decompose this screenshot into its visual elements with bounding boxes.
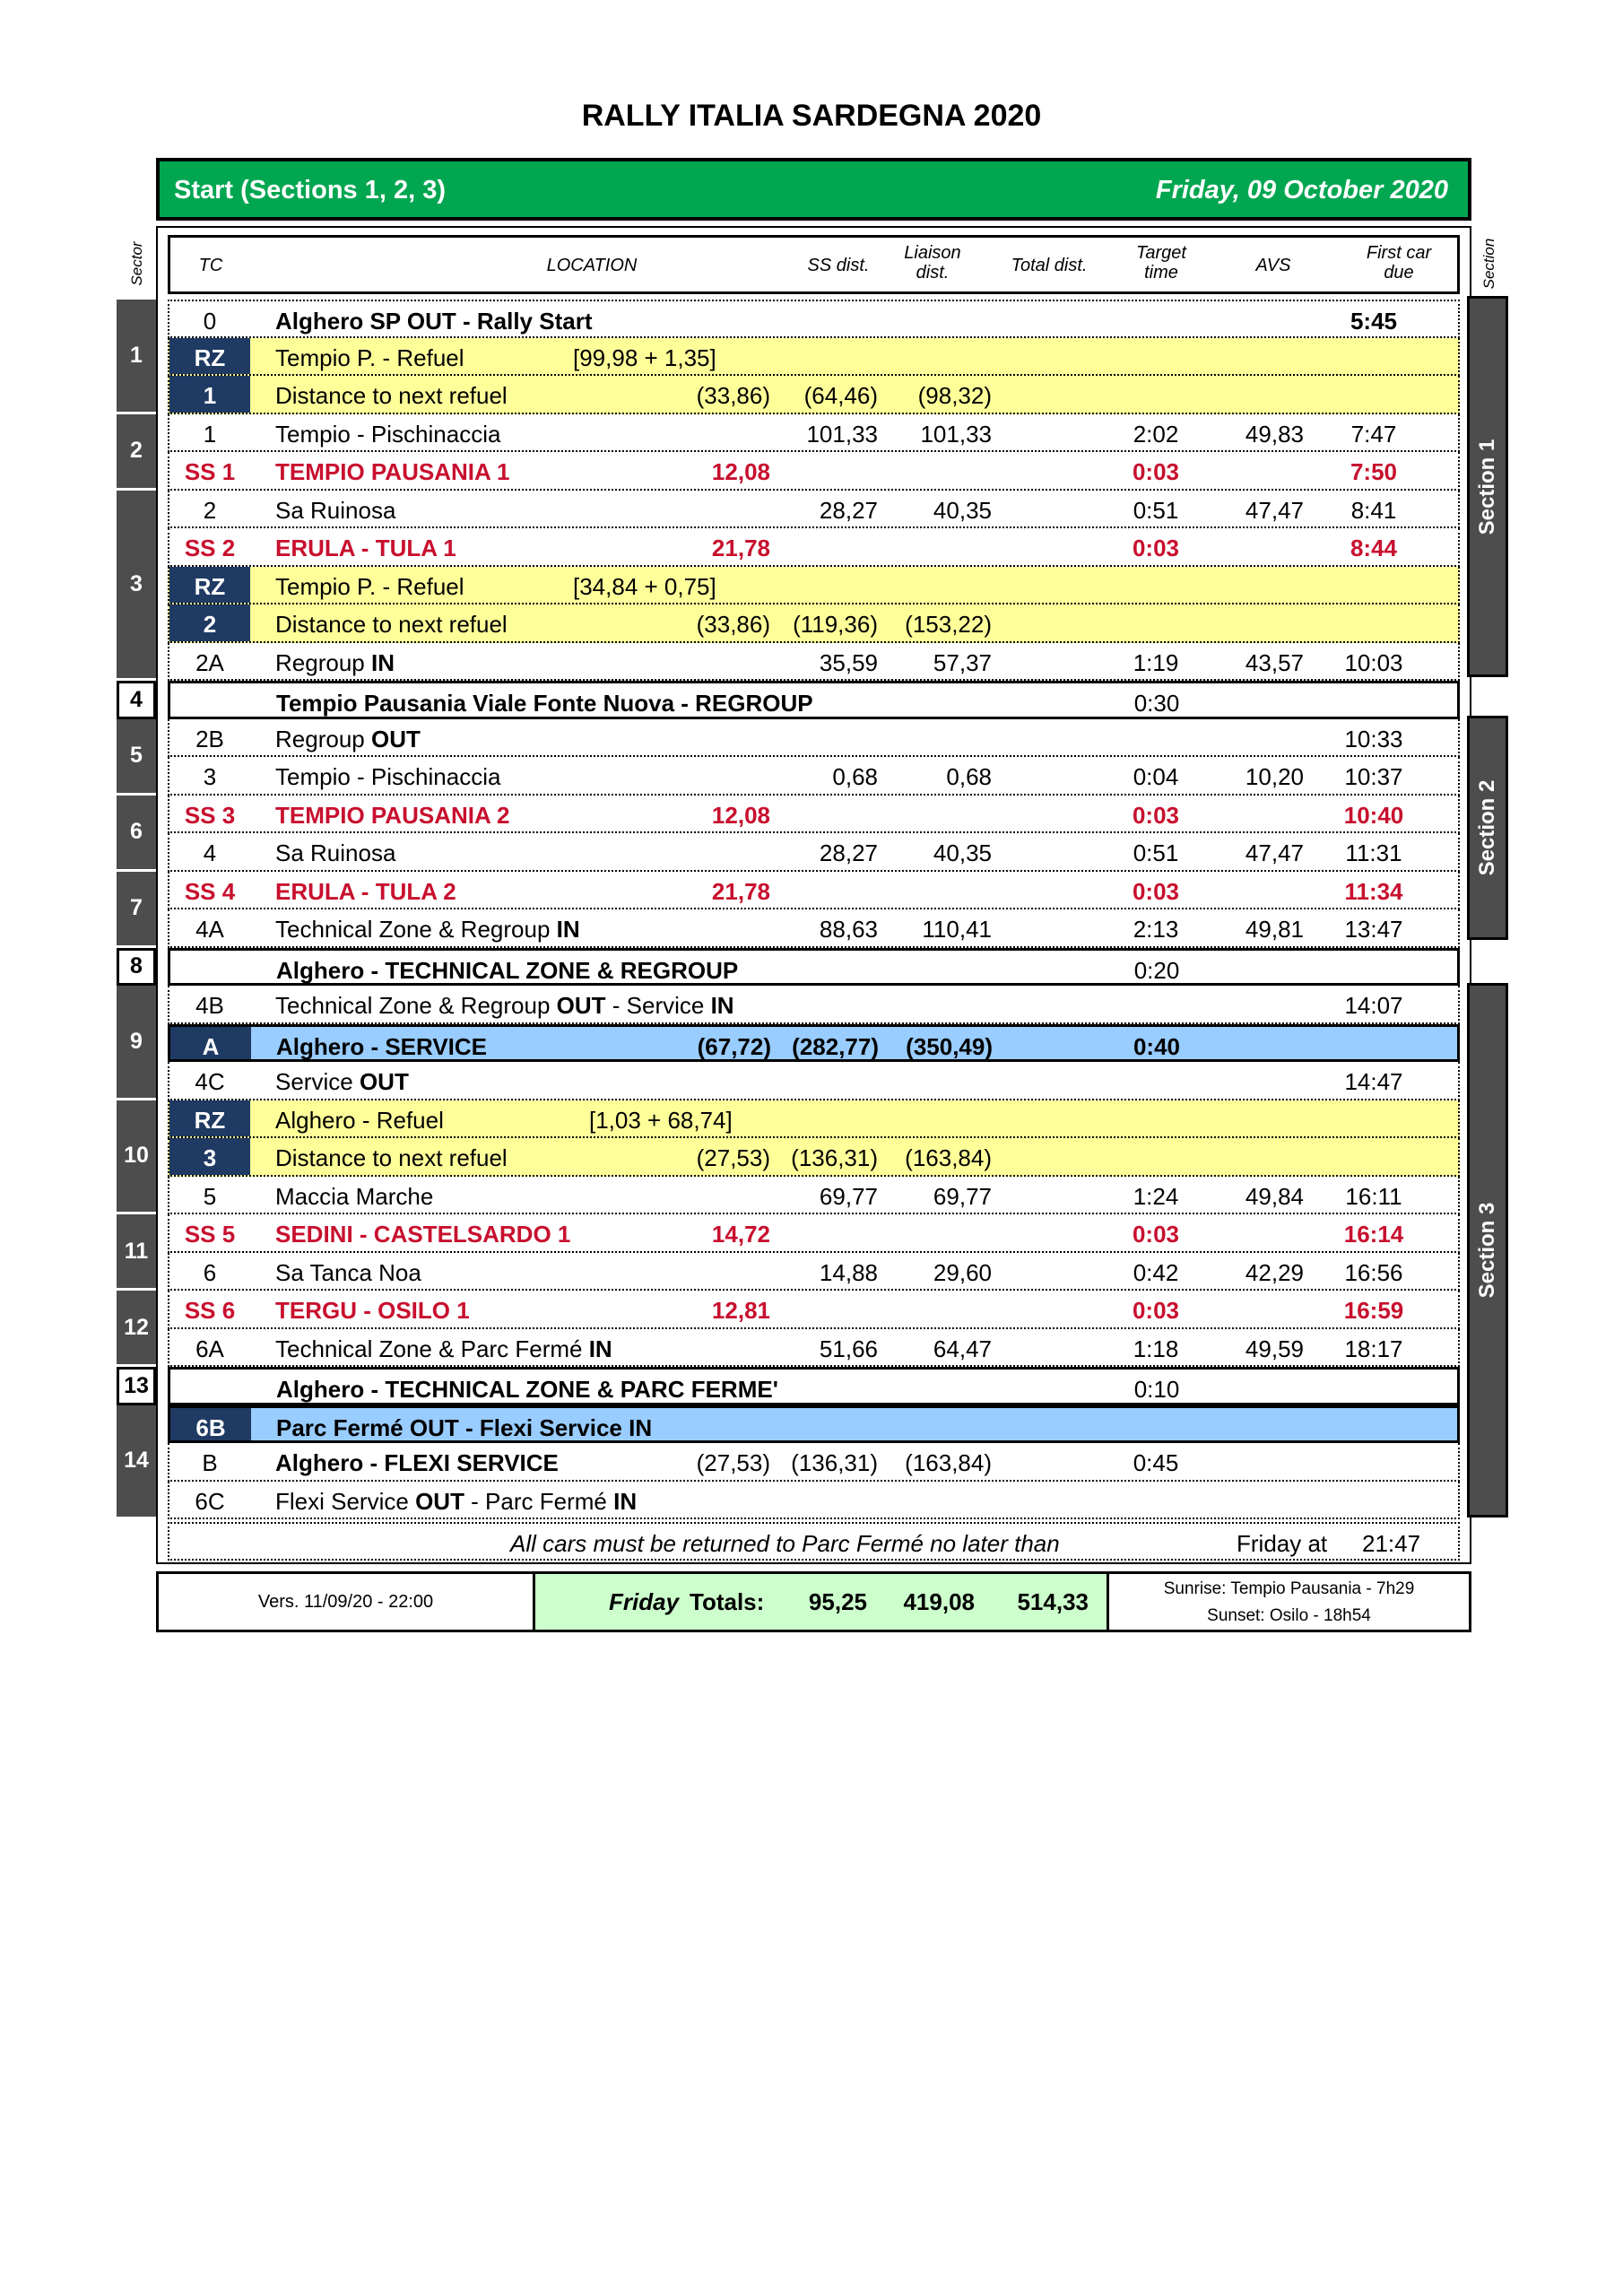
cell-tc: RZ [194, 1106, 226, 1134]
sector-3: 3 [117, 491, 156, 682]
cell-location [275, 1107, 444, 1135]
parc-ferme-note-row [168, 1522, 1460, 1561]
sector-6: 6 [117, 796, 156, 872]
cell-td: (98,32) [917, 382, 992, 409]
cell-location [276, 957, 738, 985]
cell-ss: 21,78 [711, 877, 770, 905]
table-row [168, 872, 1460, 910]
cell-avs: 43,57 [1245, 648, 1304, 676]
table-row [168, 1138, 1460, 1177]
table-row [168, 757, 1460, 796]
note-text: All cars must be returned to Parc Fermé no later than [510, 1530, 1060, 1557]
location-text: Technical Zone & Parc Fermé [275, 1335, 583, 1362]
location-bold: IN [370, 648, 395, 676]
cell-avs: 47,47 [1245, 839, 1304, 866]
location-text: Alghero SP OUT - Rally Start [275, 308, 593, 335]
location-text: Sa Ruinosa [275, 496, 396, 524]
totals-footer [156, 1571, 1471, 1632]
cell-tc: 0 [203, 308, 217, 335]
cell-li: 14,88 [819, 1258, 878, 1286]
cell-location [276, 1033, 487, 1061]
cell-avs: 49,81 [1245, 916, 1304, 943]
cell-ss: 12,81 [711, 1297, 770, 1324]
cell-fc: 14:07 [1344, 992, 1403, 1019]
location-text: Tempio P. - Refuel [275, 572, 464, 600]
cell-td: 40,35 [933, 496, 992, 524]
cell-tc: 2A [195, 648, 224, 676]
cell-location [275, 308, 592, 335]
cell-location [275, 382, 508, 410]
table-row [168, 643, 1460, 682]
cell-location [275, 802, 509, 830]
table-row [168, 338, 1460, 377]
cell-fc: 8:44 [1350, 535, 1398, 561]
cell-tc: SS 1 [184, 458, 236, 485]
location-text: Tempio Pausania Viale Fonte Nuova - REGROUP [276, 690, 813, 717]
cell-location [275, 458, 509, 486]
cell-tt: 0:51 [1133, 496, 1179, 524]
cell-tc: 4 [203, 839, 217, 866]
cell-fc: 16:56 [1344, 1258, 1403, 1286]
cell-tt: 0:42 [1133, 1258, 1179, 1286]
table-row [168, 1443, 1460, 1482]
table-row [168, 376, 1460, 414]
cell-extra: [99,98 + 1,35] [573, 344, 716, 371]
location-bold: OUT [409, 1413, 459, 1441]
cell-tc: RZ [194, 344, 226, 371]
header-location: LOCATION [546, 256, 638, 275]
sector-2: 2 [117, 414, 156, 491]
location-text: Distance to next refuel [275, 382, 508, 409]
cell-tc: 6B [195, 1413, 226, 1441]
cell-td: 101,33 [920, 420, 992, 448]
header-avs: AVS [1255, 256, 1291, 275]
location-bold-2: IN [710, 992, 734, 1019]
cell-ss: 14,72 [711, 1221, 770, 1248]
cell-tc: 5 [203, 1182, 217, 1210]
cell-location [275, 763, 500, 791]
cell-li: (136,31) [791, 1449, 878, 1476]
cell-tc: 4B [195, 992, 224, 1019]
version-stamp: Vers. 11/09/20 - 22:00 [159, 1574, 535, 1630]
cell-tt: 0:03 [1132, 458, 1180, 485]
cell-tt: 0:03 [1132, 1297, 1180, 1324]
table-row [168, 681, 1460, 719]
sector-9: 9 [117, 986, 156, 1100]
cell-li: 88,63 [819, 916, 878, 943]
cell-tc: SS 3 [184, 801, 236, 829]
cell-fc: 10:03 [1344, 648, 1403, 676]
location-bold-2: IN [629, 1413, 653, 1441]
cell-tt: 0:10 [1133, 1376, 1180, 1403]
cell-avs: 49,83 [1245, 420, 1304, 448]
table-row [168, 567, 1460, 605]
cell-avs: 42,29 [1245, 1258, 1304, 1286]
table-row [168, 1405, 1460, 1444]
location-text: Technical Zone & Regroup [275, 916, 551, 943]
cell-tc: 2 [203, 496, 217, 524]
cell-tc: 2B [195, 725, 224, 752]
cell-location [275, 611, 508, 639]
location-text: Service [275, 1068, 353, 1095]
section-3-bar: Section 3 [1467, 983, 1508, 1518]
cell-extra: [34,84 + 0,75] [573, 572, 716, 600]
table-row [168, 1177, 1460, 1215]
cell-tc: SS 5 [184, 1221, 236, 1248]
cell-tt: 0:03 [1132, 535, 1180, 561]
table-row [168, 986, 1460, 1024]
cell-fc: 11:34 [1344, 877, 1403, 905]
location-text: TEMPIO PAUSANIA 1 [275, 458, 510, 485]
table-row [168, 1482, 1460, 1520]
table-row [168, 1024, 1460, 1063]
header-ss-dist: SS dist. [807, 256, 870, 275]
location-text: Technical Zone & Regroup [275, 992, 551, 1019]
cell-fc: 18:17 [1344, 1335, 1403, 1362]
cell-location [275, 1488, 637, 1516]
header-liaison-dist: Liaison dist. [904, 243, 961, 283]
totals-total: 514,33 [1017, 1588, 1089, 1615]
cell-extra: [1,03 + 68,74] [589, 1106, 733, 1134]
cell-li: 28,27 [819, 496, 878, 524]
cell-location [275, 535, 456, 562]
cell-li: 0,68 [832, 763, 878, 790]
location-text: ERULA - TULA 1 [275, 535, 456, 561]
location-text: Distance to next refuel [275, 1144, 508, 1171]
cell-location [275, 992, 734, 1020]
cell-location [275, 839, 395, 867]
location-bold-2: IN [613, 1487, 638, 1515]
cell-td: (163,84) [905, 1449, 992, 1476]
cell-tc: 4C [195, 1068, 225, 1095]
cell-tc: SS 4 [184, 877, 236, 905]
cell-tt: 0:03 [1132, 1221, 1180, 1248]
cell-location [275, 649, 395, 677]
sunset: Sunset: Osilo - 18h54 [1207, 1606, 1371, 1625]
page-title: RALLY ITALIA SARDEGNA 2020 [581, 99, 1042, 133]
cell-li: (282,77) [792, 1032, 879, 1060]
cell-li: 69,77 [819, 1182, 878, 1210]
cell-tt: 0:03 [1132, 801, 1180, 829]
table-row [168, 1367, 1460, 1405]
location-text: Parc Fermé [276, 1413, 404, 1441]
cell-li: 35,59 [819, 648, 878, 676]
cell-location [276, 1376, 778, 1404]
cell-tc: 4A [195, 916, 224, 943]
table-row [168, 833, 1460, 872]
cell-avs: 47,47 [1245, 496, 1304, 524]
totals-label: Totals: [690, 1588, 765, 1615]
location-bold: OUT [415, 1487, 464, 1515]
cell-fc: 16:11 [1345, 1182, 1402, 1210]
cell-li: 51,66 [819, 1335, 878, 1362]
cell-location [275, 1449, 559, 1477]
section-1-bar: Section 1 [1467, 296, 1508, 677]
sector-7: 7 [117, 872, 156, 948]
location-text-2: - Service [605, 992, 705, 1019]
location-text: Regroup [275, 725, 365, 752]
banner-date: Friday, 09 October 2020 [1155, 176, 1448, 204]
day-banner [156, 158, 1471, 221]
cell-td: 64,47 [933, 1335, 992, 1362]
sector-4: 4 [117, 681, 156, 719]
location-text: Tempio - Pischinaccia [275, 420, 501, 448]
cell-tc: 6 [203, 1258, 217, 1286]
location-text: SEDINI - CASTELSARDO 1 [275, 1221, 571, 1248]
cell-location [275, 1068, 409, 1096]
cell-location [275, 878, 456, 906]
location-text: TEMPIO PAUSANIA 2 [275, 801, 510, 829]
location-bold: IN [556, 916, 580, 943]
friday-totals [535, 1574, 1109, 1630]
location-text: Alghero - TECHNICAL ZONE & REGROUP [276, 956, 739, 984]
cell-tt: 0:03 [1132, 877, 1180, 905]
cell-tt: 0:51 [1133, 839, 1179, 866]
location-text: Sa Ruinosa [275, 839, 396, 866]
section-column-label: Section [1480, 238, 1497, 290]
cell-tc: 1 [203, 420, 217, 448]
table-row [168, 1253, 1460, 1292]
table-row [168, 1100, 1460, 1139]
location-text: Alghero - FLEXI SERVICE [275, 1449, 559, 1476]
table-row [168, 796, 1460, 834]
cell-ss: (33,86) [696, 382, 770, 409]
cell-tt: 0:40 [1133, 1032, 1181, 1060]
location-text: Regroup [275, 648, 365, 676]
cell-location [275, 1183, 433, 1211]
table-row [168, 414, 1460, 453]
location-text: Sa Tanca Noa [275, 1258, 421, 1286]
section-2-bar: Section 2 [1467, 716, 1508, 940]
table-row [168, 1291, 1460, 1329]
cell-tc: 1 [203, 382, 217, 409]
header-first-car-due: First car due [1366, 243, 1432, 283]
location-text: Distance to next refuel [275, 611, 508, 638]
location-text: Alghero - SERVICE [276, 1032, 488, 1060]
cell-location [275, 344, 464, 372]
cell-tc: RZ [194, 572, 226, 600]
cell-td: (153,22) [905, 611, 992, 638]
cell-td: 40,35 [933, 839, 992, 866]
location-text: Alghero - Refuel [275, 1106, 444, 1134]
cell-li: (136,31) [791, 1144, 878, 1171]
cell-tc: 3 [203, 1144, 217, 1171]
location-text: Tempio P. - Refuel [275, 344, 464, 371]
sunrise: Sunrise: Tempio Pausania - 7h29 [1163, 1579, 1415, 1598]
table-row [168, 452, 1460, 491]
cell-td: 0,68 [946, 763, 992, 790]
cell-location [275, 497, 395, 525]
banner-sections: Start (Sections 1, 2, 3) [174, 176, 446, 204]
cell-ss: 12,08 [711, 801, 770, 829]
location-bold: IN [588, 1335, 612, 1362]
cell-tt: 2:02 [1133, 420, 1179, 448]
location-text: Flexi Service [275, 1487, 409, 1515]
location-text: Alghero - TECHNICAL ZONE & PARC FERME' [276, 1376, 778, 1403]
cell-tc: 6C [195, 1487, 225, 1515]
location-bold: OUT [370, 725, 421, 752]
cell-td: (350,49) [906, 1032, 993, 1060]
cell-location [275, 1259, 421, 1287]
header-target-time: Target time [1136, 243, 1186, 283]
cell-tt: 0:20 [1133, 956, 1180, 984]
table-row [168, 1062, 1460, 1100]
cell-tc: A [202, 1032, 220, 1060]
cell-ss: (27,53) [696, 1449, 770, 1476]
table-row [168, 300, 1460, 338]
location-text: ERULA - TULA 2 [275, 877, 456, 905]
cell-fc: 16:59 [1343, 1297, 1404, 1324]
sector-13: 13 [117, 1367, 156, 1405]
table-row [168, 948, 1460, 987]
cell-location [275, 1297, 470, 1325]
table-row [168, 719, 1460, 758]
cell-ss: 21,78 [711, 535, 770, 561]
header-total-dist: Total dist. [1011, 256, 1088, 275]
cell-location [275, 916, 580, 944]
cell-tt: 1:18 [1133, 1335, 1179, 1362]
totals-ss: 95,25 [808, 1588, 867, 1615]
cell-li: (64,46) [803, 382, 878, 409]
sector-1: 1 [117, 300, 156, 414]
cell-ss: (27,53) [696, 1144, 770, 1171]
cell-location [275, 1221, 570, 1248]
location-text: Maccia Marche [275, 1182, 434, 1210]
cell-tc: 2 [203, 611, 217, 638]
cell-li: (119,36) [793, 611, 878, 638]
cell-avs: 10,20 [1245, 763, 1304, 790]
note-time: 21:47 [1362, 1530, 1421, 1557]
sector-column-label: Sector [128, 241, 145, 286]
cell-li: 101,33 [806, 420, 878, 448]
totals-day: Friday [609, 1588, 680, 1615]
cell-tc: SS 6 [184, 1297, 236, 1324]
cell-fc: 7:50 [1350, 458, 1398, 485]
cell-tt: 2:13 [1133, 916, 1179, 943]
sector-12: 12 [117, 1291, 156, 1367]
table-row [168, 1329, 1460, 1368]
sector-11: 11 [117, 1214, 156, 1291]
table-row [168, 909, 1460, 948]
sector-8: 8 [117, 948, 156, 987]
cell-tt: 0:04 [1133, 763, 1179, 790]
cell-location [275, 1144, 508, 1172]
cell-td: 29,60 [933, 1258, 992, 1286]
cell-fc: 13:47 [1344, 916, 1403, 943]
cell-location [275, 421, 500, 448]
cell-td: 69,77 [933, 1182, 992, 1210]
table-row [168, 491, 1460, 529]
cell-fc: 11:31 [1345, 839, 1402, 866]
cell-tc: SS 2 [184, 535, 236, 561]
cell-location [275, 573, 464, 601]
cell-tc: 3 [203, 763, 217, 790]
table-header [168, 235, 1460, 294]
cell-location [275, 726, 421, 753]
totals-liaison: 419,08 [903, 1588, 975, 1615]
cell-location [276, 1414, 652, 1442]
table-row [168, 1214, 1460, 1253]
cell-avs: 49,84 [1245, 1182, 1304, 1210]
location-text: TERGU - OSILO 1 [275, 1297, 470, 1324]
cell-fc: 14:47 [1344, 1068, 1403, 1095]
cell-td: 110,41 [922, 916, 992, 943]
cell-fc: 8:41 [1350, 496, 1397, 524]
location-bold: OUT [556, 992, 606, 1019]
note-day: Friday at [1237, 1530, 1328, 1557]
location-text: Tempio - Pischinaccia [275, 763, 501, 790]
cell-tt: 0:30 [1133, 690, 1180, 717]
sector-5: 5 [117, 719, 156, 796]
cell-li: 28,27 [819, 839, 878, 866]
sector-10: 10 [117, 1100, 156, 1215]
cell-fc: 10:33 [1344, 725, 1403, 752]
cell-ss: (67,72) [697, 1032, 771, 1060]
cell-tt: 1:24 [1133, 1182, 1179, 1210]
header-tc: TC [198, 256, 223, 275]
cell-fc: 10:40 [1343, 801, 1404, 829]
cell-fc: 16:14 [1343, 1221, 1404, 1248]
cell-location [275, 1335, 612, 1363]
cell-ss: (33,86) [696, 611, 770, 638]
cell-fc: 7:47 [1350, 420, 1397, 448]
cell-tc: 6A [195, 1335, 224, 1362]
cell-avs: 49,59 [1245, 1335, 1304, 1362]
cell-tt: 0:45 [1133, 1449, 1179, 1476]
table-row [168, 604, 1460, 643]
sector-14: 14 [117, 1405, 156, 1520]
location-bold: OUT [359, 1068, 409, 1095]
cell-fc: 5:45 [1350, 308, 1398, 335]
cell-tc: B [202, 1449, 218, 1476]
cell-td: (163,84) [905, 1144, 992, 1171]
table-row [168, 528, 1460, 567]
cell-fc: 10:37 [1344, 763, 1403, 790]
sun-times [1109, 1574, 1469, 1630]
location-text-2: - Flexi Service [458, 1413, 622, 1441]
cell-location [276, 690, 813, 718]
cell-tt: 1:19 [1133, 648, 1179, 676]
cell-ss: 12,08 [711, 458, 770, 485]
cell-td: 57,37 [933, 648, 992, 676]
location-text-2: - Parc Fermé [464, 1487, 607, 1515]
